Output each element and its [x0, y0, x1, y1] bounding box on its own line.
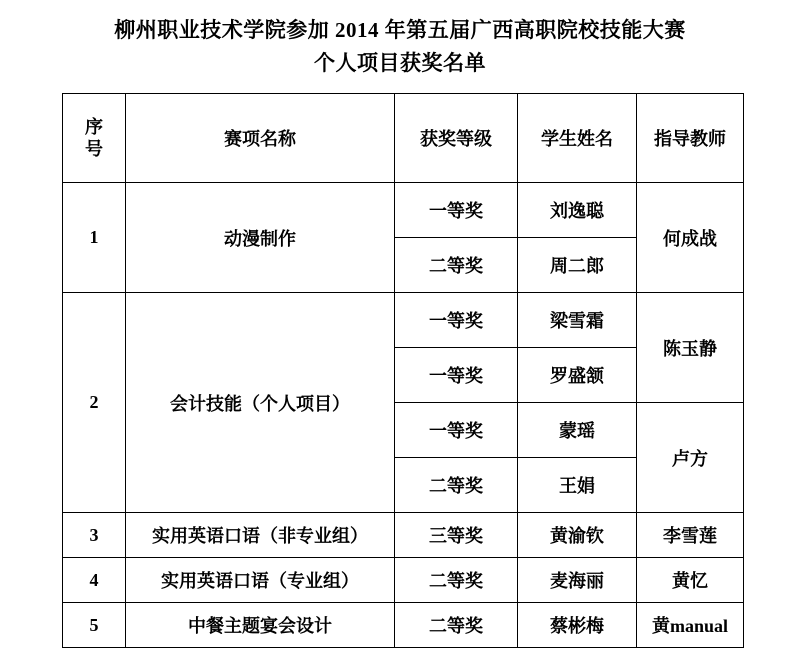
- cell-level: 二等奖: [395, 603, 518, 648]
- cell-student: 蔡彬梅: [518, 603, 637, 648]
- cell-level: 三等奖: [395, 513, 518, 558]
- cell-teacher: 陈玉静: [637, 293, 744, 403]
- cell-student: 刘逸聪: [518, 183, 637, 238]
- cell-student: 罗盛颔: [518, 348, 637, 403]
- table-row: [63, 293, 744, 348]
- cell-event: 动漫制作: [126, 183, 395, 293]
- cell-level: 二等奖: [395, 458, 518, 513]
- cell-no: 5: [63, 603, 126, 648]
- header-no-char-1: 序: [85, 116, 103, 137]
- header-cell-no: [63, 94, 126, 183]
- cell-no: 3: [63, 513, 126, 558]
- title-line-1: 柳州职业技术学院参加 2014 年第五届广西高职院校技能大赛: [114, 18, 686, 42]
- document-title: [0, 0, 800, 79]
- cell-student: 麦海丽: [518, 558, 637, 603]
- table-row: [63, 603, 744, 648]
- cell-event: 实用英语口语（非专业组）: [126, 513, 395, 558]
- cell-level: 一等奖: [395, 293, 518, 348]
- cell-teacher: 卢方: [637, 403, 744, 513]
- table-row: [63, 558, 744, 603]
- cell-student: 黄渝钦: [518, 513, 637, 558]
- cell-no: 1: [63, 183, 126, 293]
- cell-teacher: 黄manual: [637, 603, 744, 648]
- cell-teacher: 何成战: [637, 183, 744, 293]
- header-cell-student: 学生姓名: [518, 94, 637, 183]
- cell-event: 会计技能（个人项目）: [126, 293, 395, 513]
- cell-level: 一等奖: [395, 348, 518, 403]
- header-cell-teacher: 指导教师: [637, 94, 744, 183]
- header-no-char-2: 号: [85, 139, 103, 160]
- cell-student: 蒙瑶: [518, 403, 637, 458]
- cell-level: 二等奖: [395, 558, 518, 603]
- table-header-row: [63, 94, 744, 183]
- table-row: [63, 513, 744, 558]
- cell-event: 实用英语口语（专业组）: [126, 558, 395, 603]
- cell-no: 4: [63, 558, 126, 603]
- cell-no: 2: [63, 293, 126, 513]
- header-cell-level: 获奖等级: [395, 94, 518, 183]
- header-cell-event: 赛项名称: [126, 94, 395, 183]
- title-line-2: 个人项目获奖名单: [314, 50, 486, 75]
- cell-event: 中餐主题宴会设计: [126, 603, 395, 648]
- table-row: [63, 183, 744, 238]
- cell-teacher: 黄忆: [637, 558, 744, 603]
- cell-teacher: 李雪莲: [637, 513, 744, 558]
- cell-student: 梁雪霜: [518, 293, 637, 348]
- cell-level: 二等奖: [395, 238, 518, 293]
- cell-student: 王娟: [518, 458, 637, 513]
- cell-level: 一等奖: [395, 403, 518, 458]
- cell-level: 一等奖: [395, 183, 518, 238]
- award-table-wrapper: [62, 93, 738, 648]
- award-table: [62, 93, 744, 648]
- cell-student: 周二郎: [518, 238, 637, 293]
